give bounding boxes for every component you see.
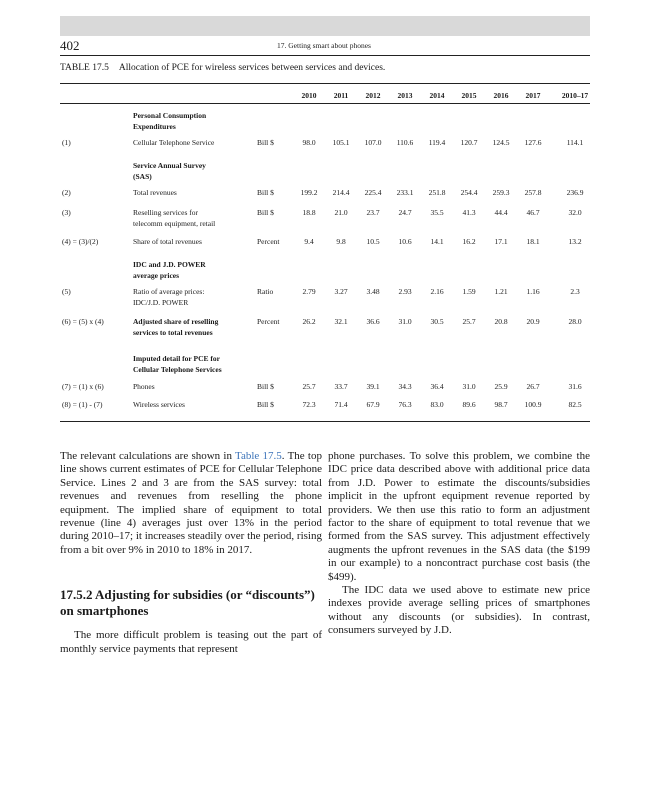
table-cell: 44.4: [494, 208, 508, 217]
table-cell: 1.21: [494, 287, 508, 296]
table-cell: 10.5: [366, 237, 380, 246]
table-cell: 225.4: [364, 188, 382, 197]
running-head: 17. Getting smart about phones: [277, 41, 371, 50]
table-cell: 2.79: [302, 287, 316, 296]
table-cell: 76.3: [398, 400, 412, 409]
data-table: [60, 0, 590, 430]
year-header: 2010–17: [561, 91, 589, 100]
row-label: Total revenues: [133, 188, 177, 197]
table-cell: 46.7: [526, 208, 540, 217]
table-cell: 39.1: [366, 382, 380, 391]
row-id: (1): [62, 138, 71, 147]
table-cell: 124.5: [492, 138, 510, 147]
row-label: Phones: [133, 382, 155, 391]
table-cell: 89.6: [462, 400, 476, 409]
table-cell: 31.0: [462, 382, 476, 391]
left-p1-text-cont: . The top line shows current estimates of PCE for Cellular Telephone Service. Lines 2 and 3 are from the SAS survey: total revenues and revenues from reselling the phone equipment. The implied share of equipment to total revenue (line 4) averages just over 13% in the period during 2010–17; it increases steadily over the period, rising from a bit over 9% in 2010 to 18% in 2017.: [60, 450, 322, 556]
table-cell: 31.6: [568, 382, 582, 391]
table-cell: 98.0: [302, 138, 316, 147]
table-cell: 107.0: [364, 138, 382, 147]
table-cell: 35.5: [430, 208, 444, 217]
right-paragraph-2: The IDC data we used above to estimate new price indexes provide average selling prices of smartphones without any discounts (or subsidies). In contrast, consumers surveyed by J.D.: [328, 584, 590, 637]
row-unit: Bill $: [257, 188, 274, 197]
table-cell: 71.4: [334, 400, 348, 409]
section-label: average prices: [133, 271, 180, 280]
table-cell: 20.9: [526, 317, 540, 326]
table-cell: 259.3: [492, 188, 510, 197]
table-title: Allocation of PCE for wireless services between services and devices.: [118, 63, 386, 73]
table-cell: 82.5: [568, 400, 582, 409]
table-cell: 25.9: [494, 382, 508, 391]
year-header: 2015: [461, 91, 477, 100]
row-id: (6) = (5) x (4): [62, 317, 104, 326]
table-link[interactable]: Table 17.5: [235, 450, 282, 462]
row-label: telecomm equipment, retail: [133, 219, 216, 228]
row-unit: Percent: [257, 237, 280, 246]
table-cell: 41.3: [462, 208, 476, 217]
row-label: Cellular Telephone Service: [133, 138, 215, 147]
year-header: 2017: [525, 91, 541, 100]
body-right-column: [328, 450, 590, 638]
row-label: IDC/J.D. POWER: [133, 298, 189, 307]
table-cell: 214.4: [332, 188, 350, 197]
table-cell: 26.2: [302, 317, 316, 326]
row-unit: Percent: [257, 317, 280, 326]
row-label: Ratio of average prices:: [133, 287, 205, 296]
table-cell: 36.4: [430, 382, 444, 391]
table-cell: 17.1: [494, 237, 508, 246]
row-unit: Bill $: [257, 208, 274, 217]
table-cell: 120.7: [460, 138, 478, 147]
row-unit: Ratio: [257, 287, 274, 296]
row-unit: Bill $: [257, 138, 274, 147]
table-cell: 10.6: [398, 237, 412, 246]
table-cell: 257.8: [524, 188, 542, 197]
row-id: (8) = (1) - (7): [62, 400, 103, 409]
row-id: (5): [62, 287, 71, 296]
section-label: Imputed detail for PCE for: [133, 354, 220, 363]
table-cell: 9.4: [304, 237, 314, 246]
section-label: (SAS): [133, 172, 152, 181]
table-cell: 26.7: [526, 382, 540, 391]
row-label: services to total revenues: [133, 328, 213, 337]
table-cell: 25.7: [462, 317, 476, 326]
row-id: (3): [62, 208, 71, 217]
table-cell: 236.9: [566, 188, 584, 197]
row-unit: Bill $: [257, 400, 274, 409]
table-cell: 2.3: [570, 287, 580, 296]
year-header: 2011: [333, 91, 349, 100]
table-cell: 2.16: [430, 287, 444, 296]
table-cell: 34.3: [398, 382, 412, 391]
right-paragraph-1: phone purchases. To solve this problem, we combine the IDC price data described above with additional price data from J.D. Power to estimate the discounts/subsidies implicit in the upfront equipment revenue reported by providers. We then use this ratio to form an adjustment factor to the share of equipment to total revenue that we formed from the SAS survey. This adjustment effectively augments the upfront revenues in the SAS data (the $199 in our example) to a noncontract purchase cost basis (the $499).: [328, 450, 590, 583]
table-cell: 100.9: [524, 400, 542, 409]
section-heading: 17.5.2 Adjusting for subsidies (or “discounts”) on smartphones: [60, 587, 315, 619]
row-label: Share of total revenues: [133, 237, 202, 246]
table-cell: 254.4: [460, 188, 478, 197]
table-cell: 105.1: [332, 138, 350, 147]
left-paragraph-2: The more difficult problem is teasing out the part of monthly service payments that represent: [60, 629, 322, 655]
body-left-column: [60, 450, 322, 656]
table-cell: 98.7: [494, 400, 508, 409]
year-header: 2010: [301, 91, 317, 100]
section-label: Personal Consumption: [133, 111, 207, 120]
table-cell: 30.5: [430, 317, 444, 326]
year-header: 2013: [397, 91, 413, 100]
table-cell: 119.4: [428, 138, 446, 147]
row-label: Reselling services for: [133, 208, 198, 217]
table-cell: 21.0: [334, 208, 348, 217]
table-cell: 18.1: [526, 237, 540, 246]
table-cell: 110.6: [396, 138, 414, 147]
table-cell: 18.8: [302, 208, 316, 217]
table-cell: 25.7: [302, 382, 316, 391]
year-header: 2016: [493, 91, 509, 100]
row-id: (2): [62, 188, 71, 197]
row-label: Adjusted share of reselling: [133, 317, 219, 326]
row-id: (4) = (3)/(2): [62, 237, 99, 246]
table-cell: 3.27: [334, 287, 348, 296]
table-cell: 16.2: [462, 237, 476, 246]
table-cell: 9.8: [336, 237, 346, 246]
table-cell: 20.8: [494, 317, 508, 326]
table-cell: 2.93: [398, 287, 412, 296]
table-cell: 32.1: [334, 317, 348, 326]
row-id: (7) = (1) x (6): [62, 382, 104, 391]
year-header: 2014: [429, 91, 445, 100]
table-cell: 1.59: [462, 287, 476, 296]
table-cell: 28.0: [568, 317, 582, 326]
table-cell: 23.7: [366, 208, 380, 217]
table-cell: 67.9: [366, 400, 380, 409]
section-label: IDC and J.D. POWER: [133, 260, 206, 269]
table-cell: 33.7: [334, 382, 348, 391]
table-cell: 83.0: [430, 400, 444, 409]
table-cell: 114.1: [566, 138, 584, 147]
table-cell: 14.1: [430, 237, 444, 246]
table-label: TABLE 17.5: [60, 63, 109, 73]
table-cell: 1.16: [526, 287, 540, 296]
section-label: Expenditures: [133, 122, 176, 131]
table-cell: 233.1: [396, 188, 414, 197]
section-label: Service Annual Survey: [133, 161, 206, 170]
table-cell: 36.6: [366, 317, 380, 326]
year-header: 2012: [365, 91, 381, 100]
table-cell: 31.0: [398, 317, 412, 326]
table-cell: 3.48: [366, 287, 380, 296]
table-cell: 13.2: [568, 237, 582, 246]
table-cell: 32.0: [568, 208, 582, 217]
table-cell: 24.7: [398, 208, 412, 217]
section-label: Cellular Telephone Services: [133, 365, 222, 374]
table-cell: 251.8: [428, 188, 446, 197]
table-cell: 127.6: [524, 138, 542, 147]
left-p1-text: The relevant calculations are shown in: [60, 450, 236, 462]
page-number: 402: [60, 38, 80, 53]
left-paragraph-1: [60, 450, 322, 557]
row-label: Wireless services: [133, 400, 185, 409]
row-unit: Bill $: [257, 382, 274, 391]
table-cell: 199.2: [300, 188, 318, 197]
table-cell: 72.3: [302, 400, 316, 409]
